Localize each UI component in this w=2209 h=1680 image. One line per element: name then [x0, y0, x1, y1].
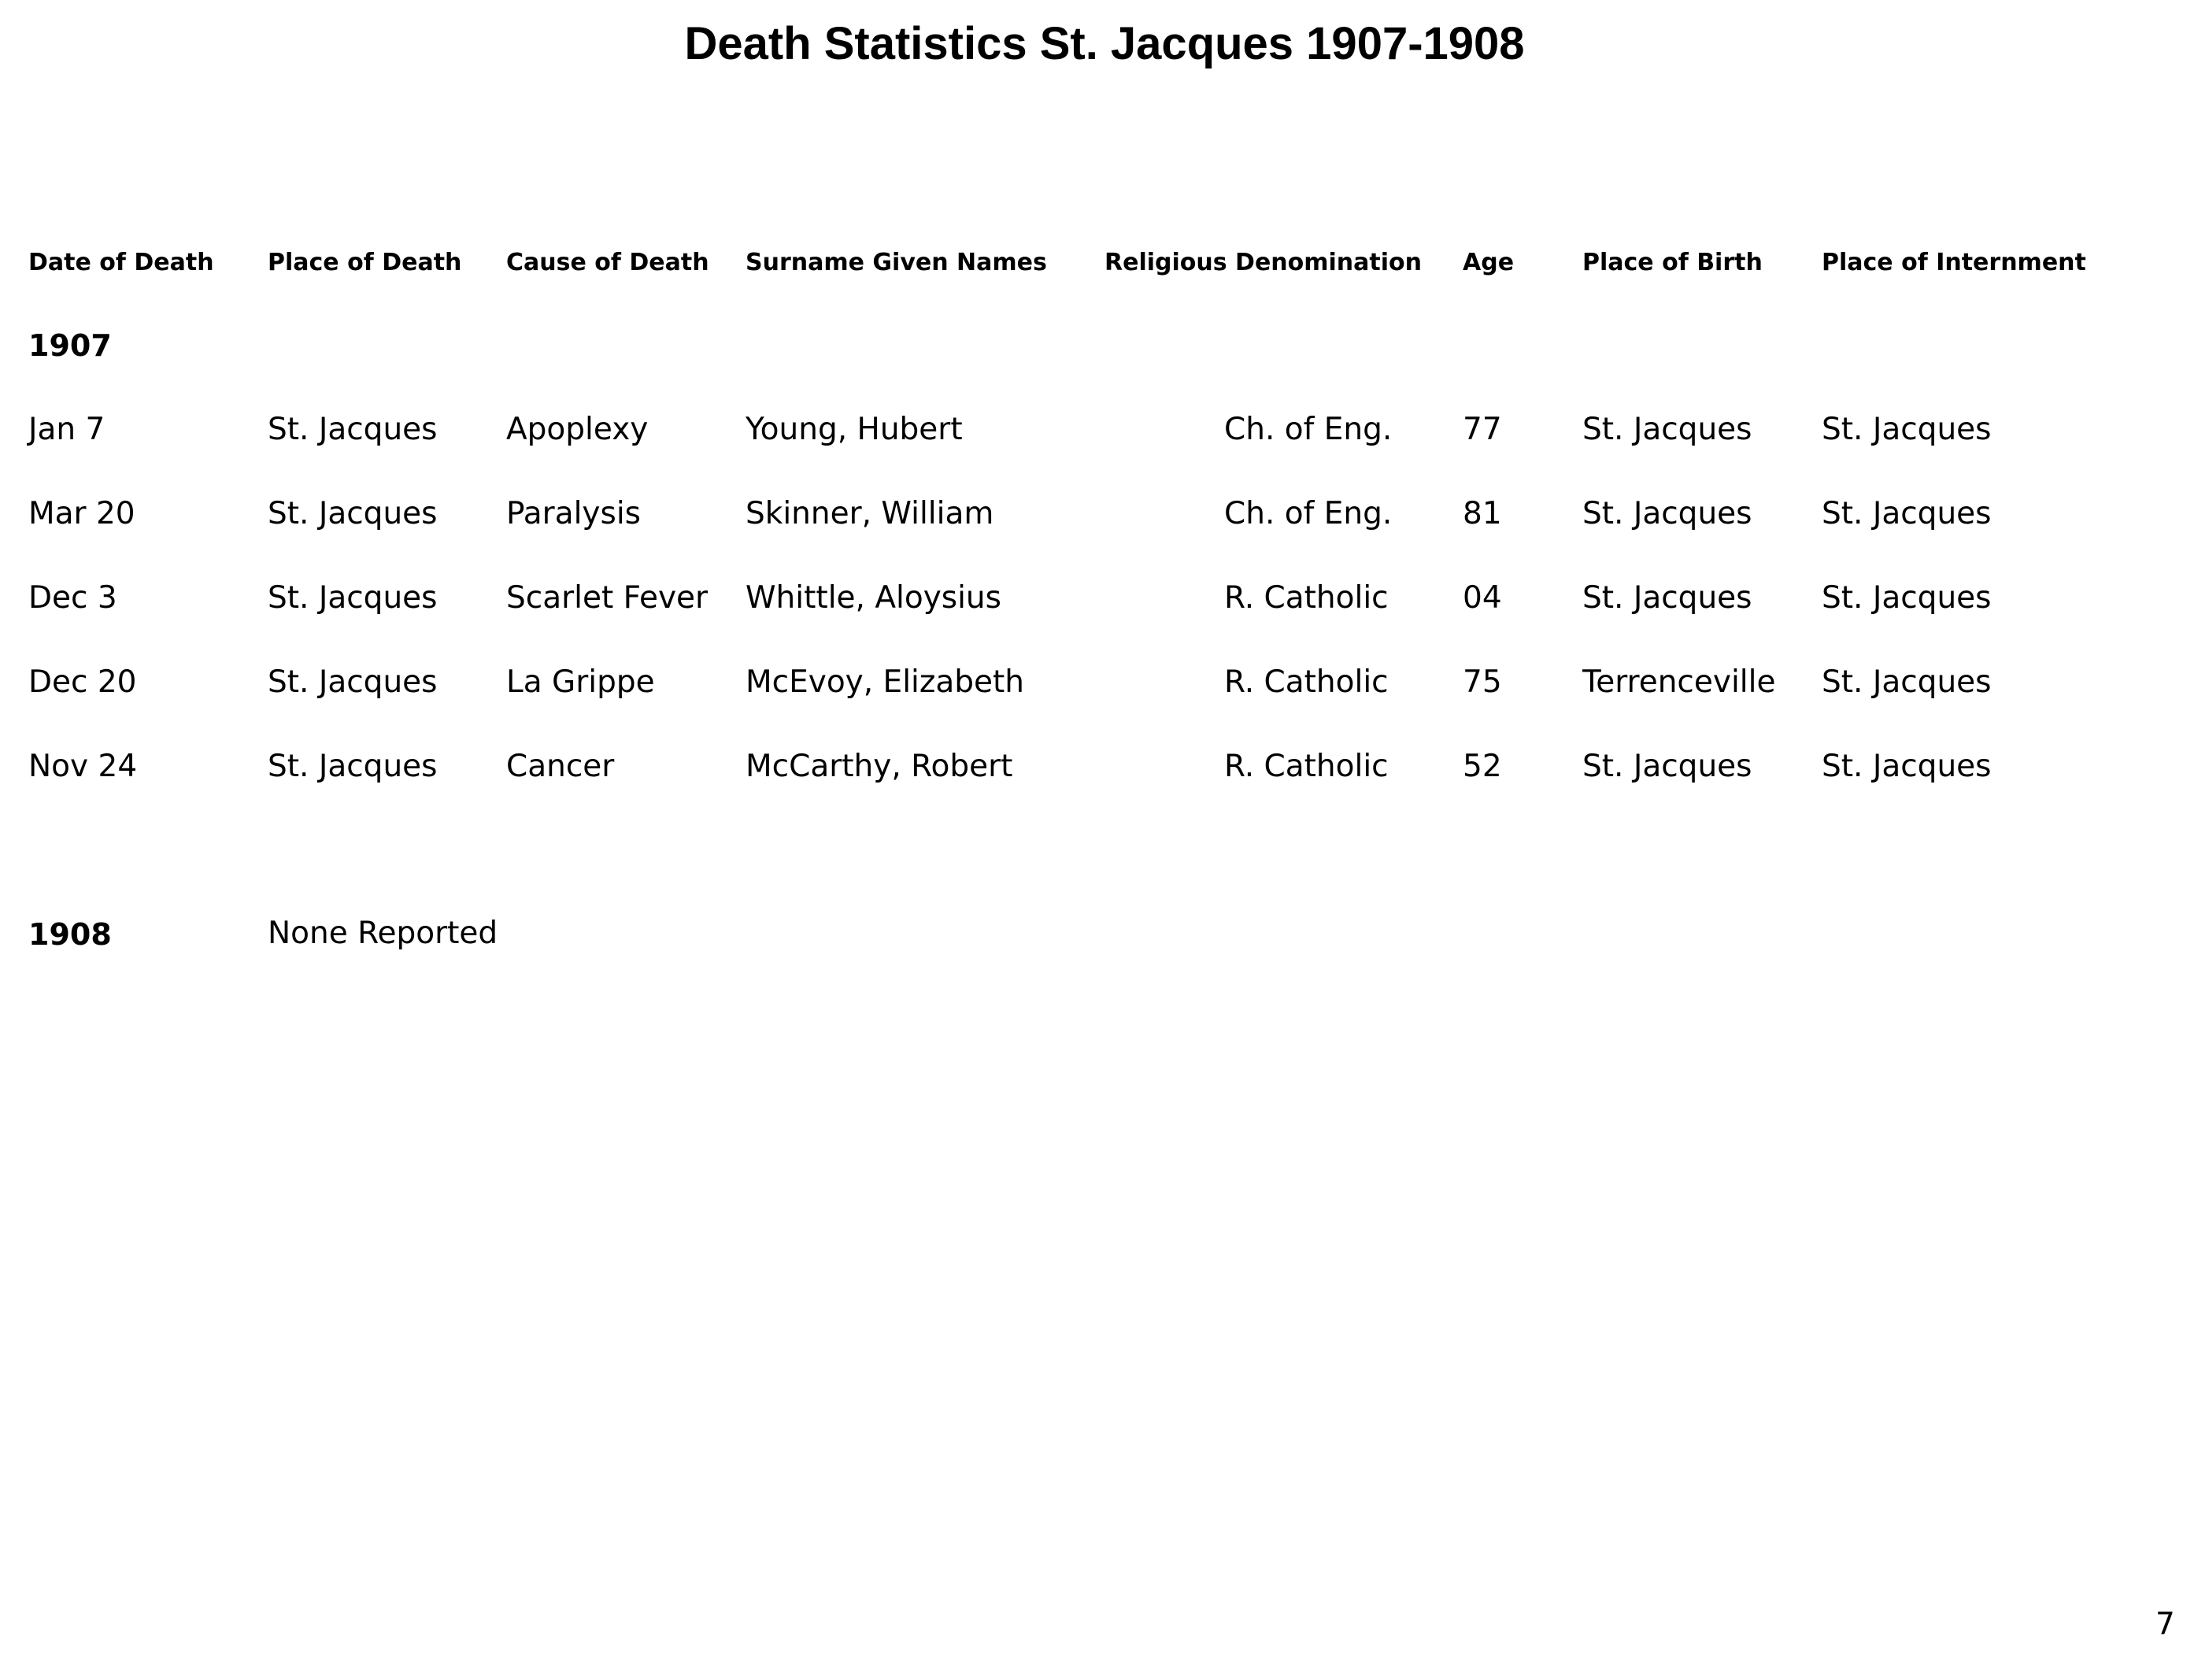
cell-date: Mar 20: [28, 496, 135, 531]
header-date-of-death: Date of Death: [28, 249, 214, 276]
cell-denomination: Ch. of Eng.: [1224, 412, 1393, 447]
page-number: 7: [2155, 1607, 2175, 1642]
cell-date: Dec 3: [28, 580, 117, 616]
cell-place-of-death: St. Jacques: [268, 412, 438, 447]
cell-cause: La Grippe: [506, 664, 655, 700]
cell-cause: Paralysis: [506, 496, 641, 531]
cell-age: 81: [1463, 496, 1502, 531]
cell-place-of-death: St. Jacques: [268, 664, 438, 700]
cell-name: McCarthy, Robert: [746, 749, 1013, 784]
cell-date: Dec 20: [28, 664, 137, 700]
cell-name: Young, Hubert: [746, 412, 963, 447]
header-place-of-birth: Place of Birth: [1582, 249, 1763, 276]
cell-cause: Scarlet Fever: [506, 580, 709, 616]
cell-place-of-birth: St. Jacques: [1582, 749, 1752, 784]
cell-denomination: Ch. of Eng.: [1224, 496, 1393, 531]
cell-place-of-death: St. Jacques: [268, 580, 438, 616]
cell-place-of-birth: St. Jacques: [1582, 580, 1752, 616]
page-title: Death Statistics St. Jacques 1907-1908: [684, 18, 1525, 69]
cell-denomination: R. Catholic: [1224, 664, 1389, 700]
none-reported-note: None Reported: [268, 916, 498, 951]
cell-cause: Apoplexy: [506, 412, 649, 447]
cell-date: Jan 7: [28, 412, 105, 447]
cell-place-of-birth: St. Jacques: [1582, 412, 1752, 447]
cell-place-of-internment: St. Jacques: [1822, 580, 1992, 616]
cell-date: Nov 24: [28, 749, 138, 784]
cell-name: Whittle, Aloysius: [746, 580, 1001, 616]
year-label-1908: 1908: [28, 917, 112, 952]
header-cause-of-death: Cause of Death: [506, 249, 709, 276]
cell-place-of-birth: Terrenceville: [1582, 664, 1776, 700]
cell-age: 04: [1463, 580, 1502, 616]
cell-place-of-internment: St. Jacques: [1822, 749, 1992, 784]
cell-name: McEvoy, Elizabeth: [746, 664, 1024, 700]
cell-place-of-internment: St. Jacques: [1822, 496, 1992, 531]
cell-denomination: R. Catholic: [1224, 580, 1389, 616]
cell-place-of-internment: St. Jacques: [1822, 412, 1992, 447]
year-label-1907: 1907: [28, 328, 112, 363]
cell-name: Skinner, William: [746, 496, 994, 531]
cell-place-of-death: St. Jacques: [268, 749, 438, 784]
header-surname-given-names: Surname Given Names: [746, 249, 1047, 276]
cell-place-of-birth: St. Jacques: [1582, 496, 1752, 531]
cell-age: 77: [1463, 412, 1502, 447]
header-age: Age: [1463, 249, 1515, 276]
cell-place-of-death: St. Jacques: [268, 496, 438, 531]
cell-age: 52: [1463, 749, 1502, 784]
cell-place-of-internment: St. Jacques: [1822, 664, 1992, 700]
cell-age: 75: [1463, 664, 1502, 700]
header-place-of-internment: Place of Internment: [1822, 249, 2086, 276]
cell-cause: Cancer: [506, 749, 615, 784]
header-place-of-death: Place of Death: [268, 249, 462, 276]
header-religious-denomination: Religious Denomination: [1104, 249, 1422, 276]
cell-denomination: R. Catholic: [1224, 749, 1389, 784]
